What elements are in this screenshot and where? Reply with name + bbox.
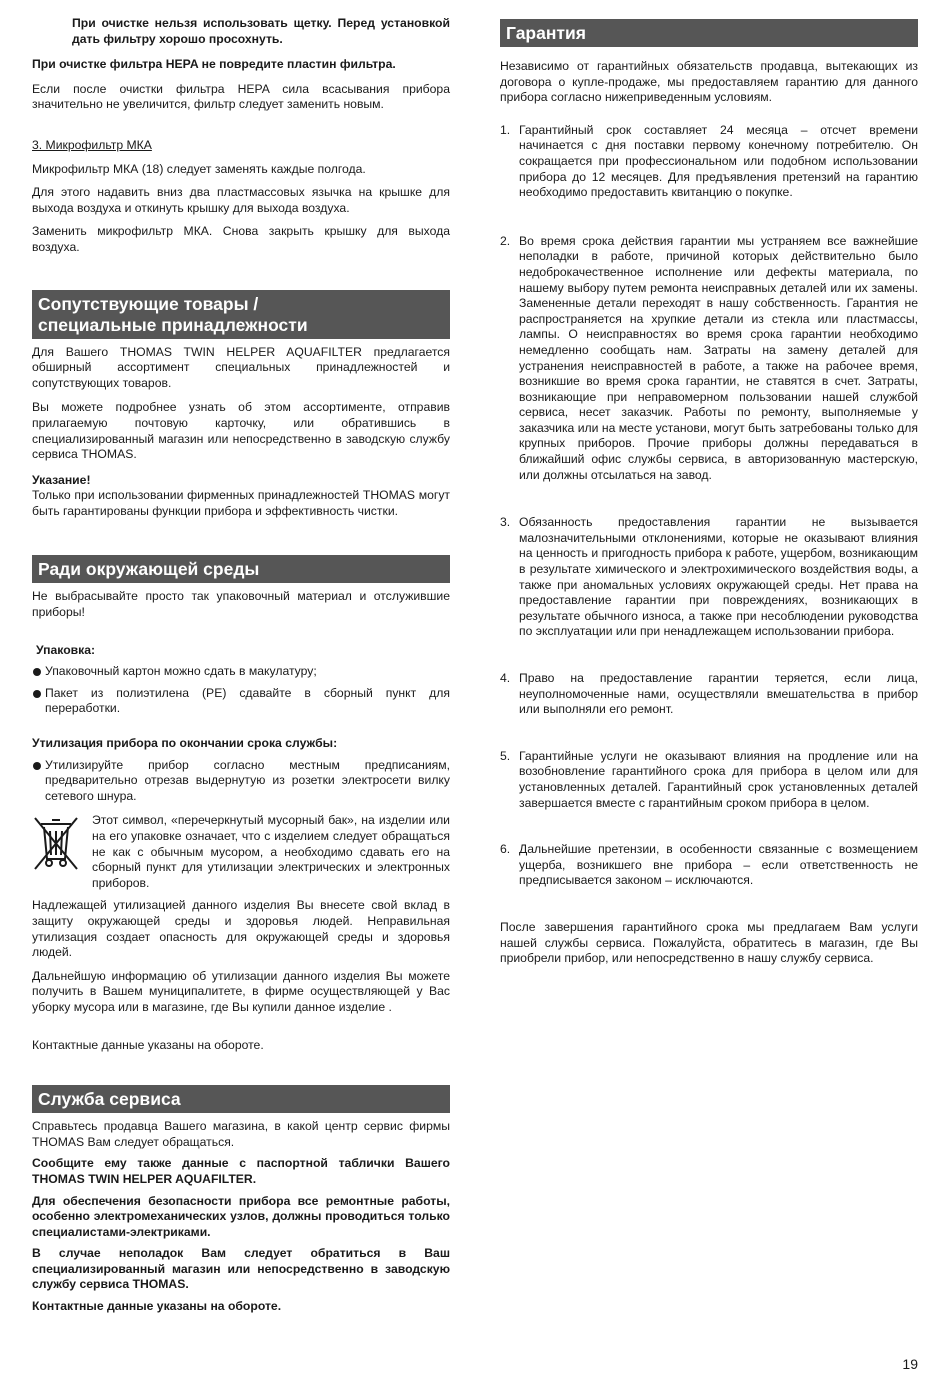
right-column <box>500 19 918 967</box>
packaging-item-1 <box>32 664 450 680</box>
disposal-item-text: Утилизируйте прибор согласно местным предписаниям, предварительно отрезав выдернутую из розетки электросети вилку сетевого шнура. <box>45 757 450 803</box>
item-number: 4. <box>500 671 511 685</box>
environment-header <box>32 555 450 583</box>
mka-heading: 3. Микрофильтр МКА <box>32 137 152 152</box>
warranty-item-2 <box>500 234 918 484</box>
disposal-label: Утилизация прибора по окончании срока службы: <box>32 736 338 751</box>
service-header <box>32 1085 450 1113</box>
item-text: Гарантийный срок составляет 24 месяца – отсчет времени начинается с дня поставки первому конечному потребителю. Он сокращается при профессиональном или подобном использовании прибора до 12 месяцев. Для предъявления претензий на гарантию необходимо предоставить квитанцию о покупке. <box>519 122 918 200</box>
item-text: Право на предоставление гарантии теряется, если лица, неуполномоченные нами, осуществляли вмешательства в прибор или выполняли его ремонт. <box>519 671 918 717</box>
item-number: 1. <box>500 122 511 137</box>
item-text: Обязанность предоставления гарантии не вызывается малозначительными отклонениями, которые не оказывают влияния на ценность и пригодность прибора к работе, ущербом, возникающим в результате химического и электрохимического воздействия воды, а также при аномальных условиях окружающей среды. Нет права на предоставление гарантии при повреждениях, возникающих в результате обычного износа, а также при несоблюдении руководства по эксплуатации или при ненадлежащем использовании прибора. <box>519 515 918 639</box>
item-number: 3. <box>500 515 511 530</box>
disposal-text-2: Надлежащей утилизацией данного изделия Вы внесете свой вклад в защиту окружающей среды и здоровья людей. Неправильная утилизация создает опасность для окружающей среды и здоровья людей. <box>32 898 450 960</box>
item-number: 2. <box>500 233 511 248</box>
accessories-title-line1: Сопутствующие товары / <box>38 293 259 314</box>
service-text-4: В случае неполадок Вам следует обратиться в Ваш специализированный магазин или непосредственно в заводскую службу сервиса THOMAS. <box>32 1246 450 1292</box>
bullet-icon <box>33 762 41 770</box>
warranty-item-1 <box>500 123 918 201</box>
bullet-icon <box>33 690 41 698</box>
packaging-item-text: Пакет из полиэтилена (PE) сдавайте в сборный пункт для переработки. <box>45 685 450 716</box>
mka-text-1: Микрофильтр МКА (18) следует заменять каждые полгода. <box>32 161 366 176</box>
warranty-item-6 <box>500 842 918 889</box>
mka-text-2: Для этого надавить вниз два пластмассовых язычка на крышке для выхода воздуха и откинуть крышку для выхода воздуха. <box>32 185 450 215</box>
weee-block <box>32 813 450 891</box>
environment-text: Не выбрасывайте просто так упаковочный материал и отслужившие приборы! <box>32 589 450 620</box>
service-title: Служба сервиса <box>38 1089 181 1110</box>
packaging-item-text: Упаковочный картон можно сдать в макулатуру; <box>45 664 317 679</box>
warranty-outro: После завершения гарантийного срока мы предлагаем Вам услуги нашей службы сервиса. Пожалуйста, обратитесь в магазин, где Вы приобрели прибор, или непосредственно в нашу службу сервиса. <box>500 919 918 966</box>
mka-text-3: Заменить микрофильтр МКА. Снова закрыть крышку для выхода воздуха. <box>32 224 450 254</box>
disposal-item <box>32 758 450 805</box>
warranty-item-4 <box>500 671 918 718</box>
service-text-3: Для обеспечения безопасности прибора все ремонтные работы, особенно электромеханических узлов, должны проводиться только специалистами-электриками. <box>32 1193 450 1239</box>
weee-text: Этот символ, «перечеркнутый мусорный бак», на изделии или на его упаковке означает, что с изделием следует обращаться не как с обычным мусором, а необходимо сдавать его на сборный пункт для утилизации электрических и электронных приборов. <box>92 813 450 890</box>
accessories-title-line2: специальные принадлежности <box>38 314 308 335</box>
note-text: Только при использовании фирменных принадлежностей THOMAS могут быть гарантированы функции прибора и эффективность чистки. <box>32 488 450 518</box>
item-number: 5. <box>500 748 511 763</box>
environment-title: Ради окружающей среды <box>38 559 260 580</box>
warranty-header <box>500 19 918 47</box>
environment-contacts: Контактные данные указаны на обороте. <box>32 1037 264 1052</box>
warranty-title: Гарантия <box>506 23 586 43</box>
crossed-bin-icon <box>32 815 80 873</box>
packaging-label: Упаковка: <box>36 642 96 657</box>
page-number: 19 <box>902 1356 918 1372</box>
item-text: Дальнейшие претензии, в особенности связанные с возмещением ущерба, возникшего вне прибора – если ответственность не предписывается законом – исключаются. <box>519 842 918 888</box>
disposal-text-3: Дальнейшую информацию об утилизации данного изделия Вы можете получить в Вашем муниципалитете, в фирме осуществляющей у Вас уборку мусора или в магазине, где Вы купили данное изделие . <box>32 968 450 1014</box>
service-text-1: Справьтесь продавца Вашего магазина, в какой центр сервис фирмы THOMAS Вам следует обращаться. <box>32 1119 450 1149</box>
left-column <box>32 16 450 1315</box>
hepa-warning: При очистке фильтра HEPA не повредите пластин фильтра. <box>32 57 396 72</box>
accessories-text-2: Вы можете подробнее узнать об этом ассортименте, отправив прилагаемую почтовую карточку, или обратившись в специализированный магазин или непосредственно в заводскую службу сервиса THOMAS. <box>32 400 450 462</box>
hepa-replace-text: Если после очистки фильтра HEPA сила всасывания прибора значительно не увеличится, фильтр следует заменить новым. <box>32 81 450 112</box>
service-contacts: Контактные данные указаны на обороте. <box>32 1299 282 1314</box>
brush-warning: При очистке нельзя использовать щетку. Перед установкой дать фильтру хорошо просохнуть. <box>72 16 450 46</box>
note-label: Указание! <box>32 472 91 487</box>
accessories-header <box>32 290 450 339</box>
warranty-item-5 <box>500 749 918 811</box>
item-text: Во время срока действия гарантии мы устраняем все важнейшие неполадки в работе, причиной которых действительно было недоброкачественное исполнение или дефекты материала, по нашему выбору путем ремонта неисправных деталей или их замены. Замененные детали переходят в нашу собственность. Гарантия не распространяется на хрупкие детали из стекла или пластмассы, лампы. О неисправностях во время срока гарантии необходимо немедленно сообщать нам. Затраты на замену деталей для устранения неисправностей в работе, а также на рабочее время, возникшие во время срока гарантии, не ставятся в счет. Затраты, возникающие при неправомерном пользовании нашей службой сервиса, несет заказчик. Работы по ремонту, выполняемые у заказчика или на месте установи, могут быть затребованы только для крупных приборов. Прочие приборы должны передаваться в ближайший офис службы сервиса, в авторизованную мастерскую, или должны отсылаться на завод. <box>519 233 918 482</box>
item-number: 6. <box>500 842 511 857</box>
item-text: Гарантийные услуги не оказывают влияния на продление или на возобновление гарантийного срока для прибора в целом или для установленных деталей. Гарантийный срок установленных деталей завершается вместе с гарантийным сроком прибора в целом. <box>519 748 918 810</box>
service-text-2: Сообщите ему также данные с паспортной таблички Вашего THOMAS TWIN HELPER AQUAFILTER. <box>32 1156 450 1186</box>
bullet-icon <box>33 668 41 676</box>
warranty-item-3 <box>500 515 918 640</box>
accessories-text-1: Для Вашего THOMAS TWIN HELPER AQUAFILTER предлагается обширный ассортимент специальных принадлежностей и сопутствующих товаров. <box>32 344 450 390</box>
packaging-item-2 <box>32 686 450 717</box>
warranty-intro: Независимо от гарантийных обязательств продавца, вытекающих из договора о купле-продаже, мы предоставляем гарантию для данного прибора согласно нижеприведенным условиям. <box>500 59 918 105</box>
